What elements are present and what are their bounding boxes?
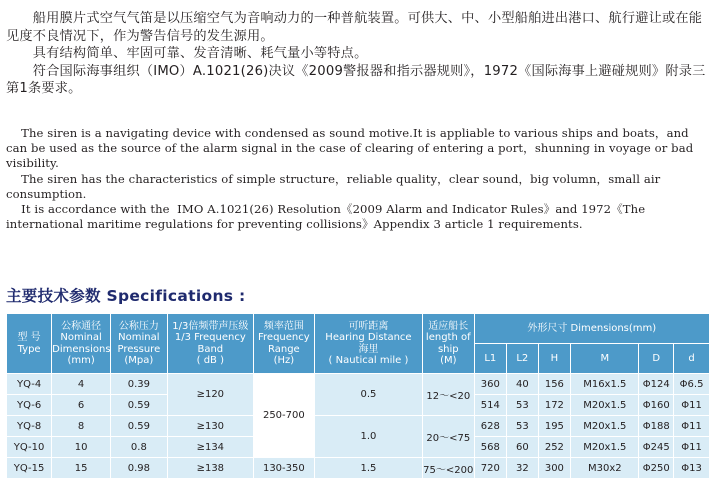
table-row	[7, 416, 710, 437]
cell-dn: 4	[52, 374, 111, 395]
specifications-title: 主要技术参数 Specifications :	[6, 287, 246, 305]
header-h: H	[538, 344, 571, 374]
cell-l1: 720	[474, 458, 507, 479]
cell-length: 12～<20	[423, 374, 474, 416]
header-nominal-dimensions	[52, 314, 111, 374]
cell-type: YQ-4	[7, 374, 52, 395]
cell-h: 252	[538, 437, 571, 458]
chinese-paragraph: 具有结构简单、牢固可靠、发音清晰、耗气量小等特点。	[6, 46, 368, 61]
header-hearing-unit: ( Nautical mile )	[328, 355, 409, 366]
cell-h: 156	[538, 374, 571, 395]
cell-m: M20x1.5	[571, 437, 639, 458]
cell-d-upper: Φ245	[639, 437, 674, 458]
header-hearing-cn: 可听距离	[348, 320, 389, 332]
cell-m: M30x2	[571, 458, 639, 479]
cell-hearing: 0.5	[314, 374, 422, 416]
cell-length: 20～<75	[423, 416, 474, 458]
header-frequency-band	[167, 314, 253, 374]
table-row	[7, 374, 710, 395]
english-paragraph: It is accordance with the IMO A.1021(26) Resolution《2009 Alarm and Indicator Rules》and 1972《The international maritime regulations for preventing collisions》Appendix 3 article 1 requirements.	[6, 202, 649, 232]
cell-l1: 568	[474, 437, 507, 458]
header-dn-unit: (mm)	[67, 355, 95, 366]
cell-l2: 53	[507, 395, 539, 416]
header-length-cn: 适应船长	[428, 320, 469, 332]
header-m: M	[571, 344, 639, 374]
cell-d-lower: Φ11	[674, 395, 710, 416]
header-band-cn: 1/3倍频带声压级	[172, 320, 249, 332]
cell-h: 300	[538, 458, 571, 479]
cell-m: M20x1.5	[571, 416, 639, 437]
header-range-cn: 频率范围	[263, 320, 304, 332]
header-hearing-cn2: 海里	[358, 343, 379, 355]
header-l1: L1	[474, 344, 507, 374]
header-nominal-pressure	[111, 314, 168, 374]
header-pn-unit: (Mpa)	[124, 355, 154, 366]
english-paragraph: The siren is a navigating device with condensed as sound motive.It is appliable to various ships and boats，and can be used as the source of the alarm signal in the case of clearing of entering a port，shunning in voyage or bad visibility.	[6, 126, 698, 171]
header-dimensions: 外形尺寸 Dimensions(mm)	[474, 314, 709, 344]
chinese-intro	[6, 10, 712, 98]
cell-dn: 15	[52, 458, 111, 479]
cell-d-lower: Φ11	[674, 437, 710, 458]
header-ship-length	[423, 314, 474, 374]
header-type-en: Type	[17, 343, 41, 355]
cell-l1: 360	[474, 374, 507, 395]
cell-pn: 0.39	[111, 374, 168, 395]
header-type	[7, 314, 52, 374]
header-dn-en: Nominal Dimensions	[52, 332, 111, 355]
cell-pn: 0.8	[111, 437, 168, 458]
cell-m: M16x1.5	[571, 374, 639, 395]
header-l2: L2	[507, 344, 539, 374]
cell-d-upper: Φ124	[639, 374, 674, 395]
cell-l2: 32	[507, 458, 539, 479]
cell-band: ≥134	[167, 437, 253, 458]
cell-d-lower: Φ6.5	[674, 374, 710, 395]
cell-dn: 6	[52, 395, 111, 416]
cell-band: ≥120	[167, 374, 253, 416]
cell-d-lower: Φ11	[674, 416, 710, 437]
cell-d-upper: Φ160	[639, 395, 674, 416]
cell-type: YQ-8	[7, 416, 52, 437]
header-pn-cn: 公称压力	[118, 320, 159, 332]
header-range-en: Frequency Range	[258, 332, 310, 355]
cell-h: 195	[538, 416, 571, 437]
cell-l1: 628	[474, 416, 507, 437]
cell-type: YQ-6	[7, 395, 52, 416]
table-row	[7, 458, 710, 479]
header-frequency-range	[253, 314, 314, 374]
header-dn-cn: 公称通径	[61, 320, 102, 332]
cell-range: 130-350	[253, 458, 314, 479]
cell-d-lower: Φ13	[674, 458, 710, 479]
cell-l2: 60	[507, 437, 539, 458]
cell-h: 172	[538, 395, 571, 416]
specifications-table	[6, 313, 710, 479]
chinese-paragraph: 符合国际海事组织（IMO）A.1021(26)决议《2009警报器和指示器规则》，1972《国际海事上避碰规则》附录三第1条要求。	[6, 63, 706, 96]
header-band-unit: ( dB )	[196, 355, 224, 366]
cell-band: ≥138	[167, 458, 253, 479]
cell-d-upper: Φ250	[639, 458, 674, 479]
cell-hearing: 1.0	[314, 416, 422, 458]
header-range-unit: (Hz)	[273, 355, 295, 366]
cell-length: 75～<200	[423, 458, 474, 479]
cell-dn: 10	[52, 437, 111, 458]
header-length-en: length of ship	[425, 332, 471, 355]
chinese-paragraph: 船用膜片式空气气笛是以压缩空气为音响动力的一种普航装置。可供大、中、小型船舶进出港口、航行避让或在能见度不良情况下，作为警告信号的发生源用。	[6, 11, 703, 44]
header-hearing-en: Hearing Distance	[325, 332, 412, 343]
cell-m: M20x1.5	[571, 395, 639, 416]
cell-l2: 40	[507, 374, 539, 395]
cell-pn: 0.59	[111, 416, 168, 437]
cell-type: YQ-10	[7, 437, 52, 458]
header-band-en: 1/3 Frequency Band	[174, 332, 246, 355]
header-length-unit: (M)	[440, 355, 457, 366]
cell-type: YQ-15	[7, 458, 52, 479]
cell-pn: 0.59	[111, 395, 168, 416]
cell-hearing: 1.5	[314, 458, 422, 479]
cell-band: ≥130	[167, 416, 253, 437]
header-pn-en: Nominal Pressure	[117, 332, 161, 355]
english-intro	[6, 126, 712, 232]
header-type-cn: 型 号	[17, 332, 41, 343]
cell-pn: 0.98	[111, 458, 168, 479]
cell-l1: 514	[474, 395, 507, 416]
header-hearing-distance	[314, 314, 422, 374]
cell-dn: 8	[52, 416, 111, 437]
header-d-upper: D	[639, 344, 674, 374]
cell-d-upper: Φ188	[639, 416, 674, 437]
cell-l2: 53	[507, 416, 539, 437]
cell-range: 250-700	[253, 374, 314, 458]
header-d-lower: d	[674, 344, 710, 374]
english-paragraph: The siren has the characteristics of simple structure，reliable quality，clear sound，big volumn，small air consumption.	[6, 171, 665, 201]
